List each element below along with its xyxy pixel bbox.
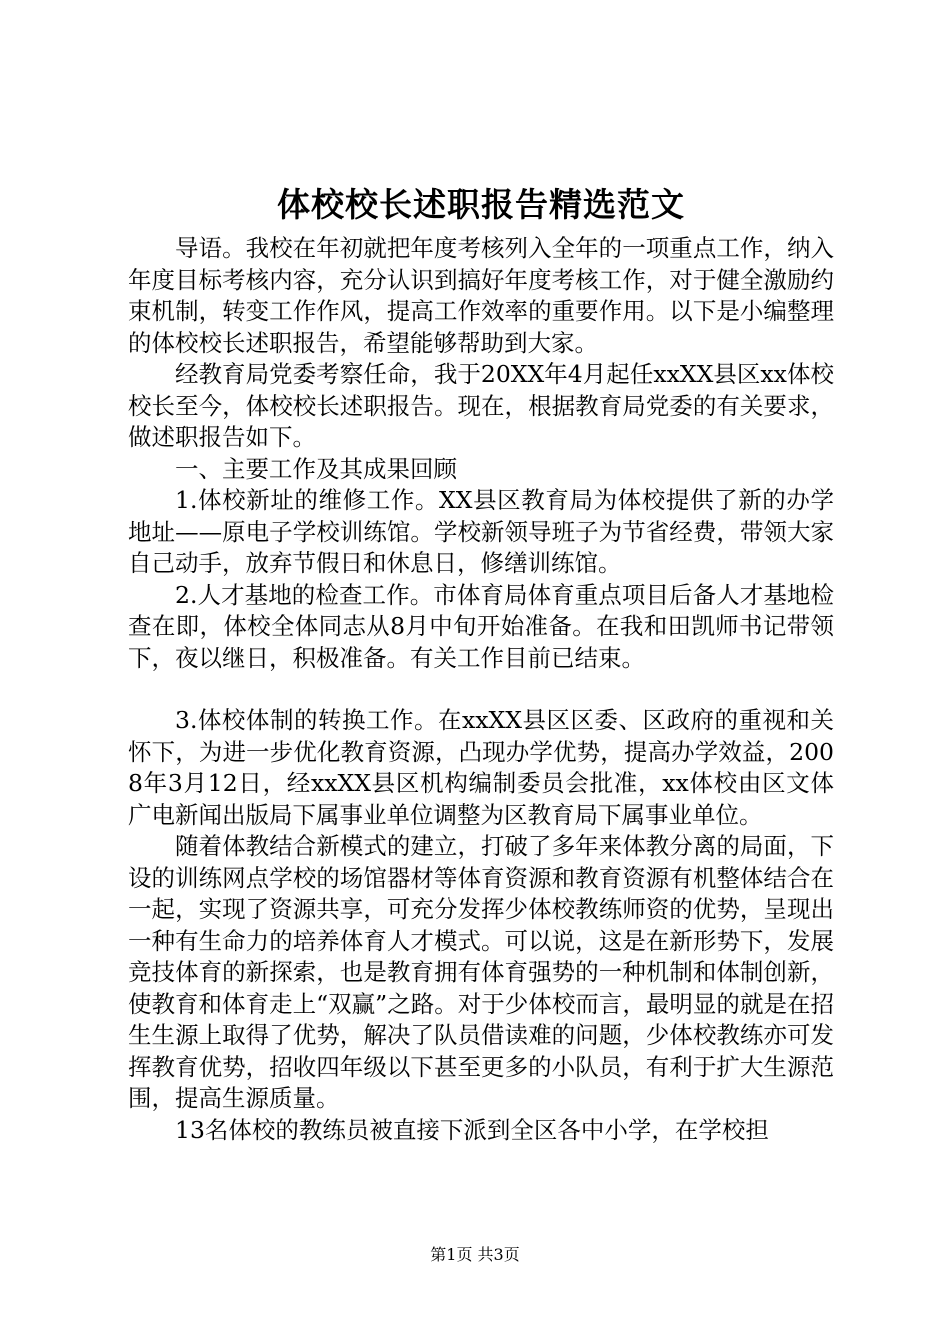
paragraph-item-2: 2.人才基地的检查工作。市体育局体育重点项目后备人才基地检查在即，体校全体同志从8月中旬开始准备。在我和田凯师书记带领下，夜以继日，积极准备。有关工作目前已结束。 <box>128 580 834 672</box>
document-page <box>128 183 834 1146</box>
paragraph-sports-education: 随着体教结合新模式的建立，打破了多年来体教分离的局面，下设的训练网点学校的场馆器材等体育资源和教育资源有机整体结合在一起，实现了资源共享，可充分发挥少体校教练师资的优势，呈现出一种有生命力的培养体育人才模式。可以说，这是在新形势下，发展竞技体育的新探索，也是教育拥有体育强势的一种机制和体制创新，使教育和体育走上“双赢”之路。对于少体校而言，最明显的就是在招生生源上取得了优势，解决了队员借读难的问题，少体校教练亦可发挥教育优势，招收四年级以下甚至更多的小队员，有利于扩大生源范围，提高生源质量。 <box>128 832 834 1112</box>
paragraph-item-3: 3.体校体制的转换工作。在xxXX县区区委、区政府的重视和关怀下，为进一步优化教育资源，凸现办学优势，提高办学效益，2008年3月12日，经xxXX县区机构编制委员会批准，xx体校由区文体广电新闻出版局下属事业单位调整为区教育局下属事业单位。 <box>128 706 834 829</box>
paragraph-item-1: 1.体校新址的维修工作。XX县区教育局为体校提供了新的办学地址——原电子学校训练馆。学校新领导班子为节省经费，带领大家自己动手，放弃节假日和休息日，修缮训练馆。 <box>128 486 834 577</box>
document-title: 体校校长述职报告精选范文 <box>277 185 685 224</box>
page-number: 第1页 共3页 <box>430 1245 520 1264</box>
paragraph-appointment: 经教育局党委考察任命，我于20XX年4月起任xxXX县区xx体校校长至今，体校校长述职报告。现在，根据教育局党委的有关要求，做述职报告如下。 <box>128 360 834 451</box>
paragraph-coaches: 13名体校的教练员被直接下派到全区各中小学，在学校担 <box>175 1115 769 1144</box>
paragraph-intro: 导语。我校在年初就把年度考核列入全年的一项重点工作，纳入年度目标考核内容，充分认识到搞好年度考核工作，对于健全激励约束机制，转变工作作风，提高工作效率的重要作用。以下是小编整理的体校校长述职报告，希望能够帮助到大家。 <box>128 234 834 357</box>
section-heading: 一、主要工作及其成果回顾 <box>175 454 457 483</box>
